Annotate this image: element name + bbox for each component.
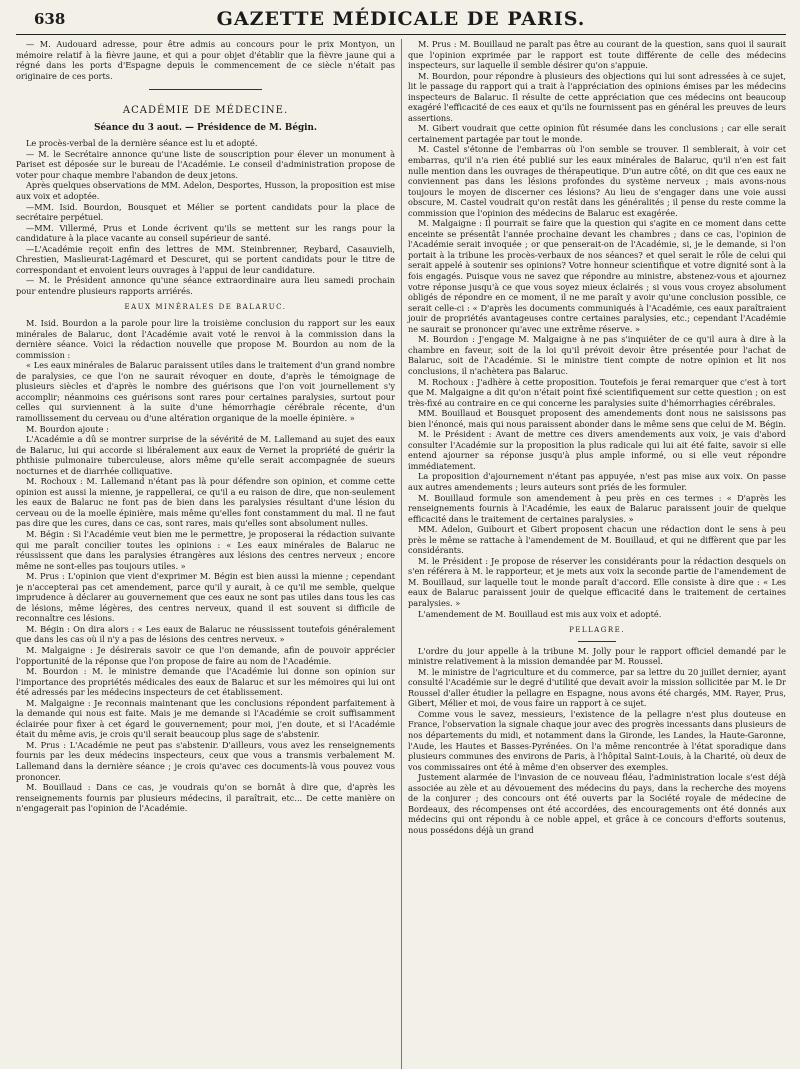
paragraph: — M. le Président annonce qu'une séance extraordinaire aura lieu samedi prochain pour entendre plusieurs rapports arriérés. <box>16 275 395 296</box>
paragraph: — M. le Secrétaire annonce qu'une liste de souscription pour élever un monument à Pariset est déposée sur le bureau de l'Académie. Le conseil d'administration propose de voter pour chaque membre l'abandon de deux jetons. <box>16 148 395 180</box>
section-divider <box>149 89 263 90</box>
subsection-title: PELLAGRE. <box>569 626 625 635</box>
paragraph: M. Bégin : On dira alors : « Les eaux de Balaruc ne réussissent toutefois généralement que dans les cas où il n'y a pas de lésions des centres nerveux. » <box>16 623 395 645</box>
paragraph: M. Bourdon, pour répondre à plusieurs des objections qui lui sont adressées à ce sujet, lit le passage du rapport qui a trait à l'appréciation des opinions émises par les médecins inspecteurs de Balaruc. Il résulte de cette appréciation que ces médecins ont beaucoup exagéré l'efficacité de ces eaux et qu'ils ne fournissent pas en général les preuves de leurs assertions. <box>408 70 786 123</box>
paragraph: M. Bouillaud : Dans ce cas, je voudrais qu'on se bornât à dire que, d'après les renseignements fournis par plusieurs médecins, il paraîtrait, etc... De cette manière on n'engagerait pas l'opinion de l'Académie. <box>16 782 395 814</box>
paragraph: M. Prus : L'Académie ne peut pas s'abstenir. D'ailleurs, vous avez les renseignements fournis par les deux médecins inspecteurs, ceux que vous a transmis verbalement M. Lallemand dans la dernière séance ; je crois qu'avec ces documents-là vous pouvez vous prononcer. <box>16 739 395 782</box>
paragraph: M. Bourdon : J'engage M. Malgaigne à ne pas s'inquiéter de ce qu'il aura à dire à la chambre en faveur, soit de la loi qu'il prévoit devoir être présentée pour l'achat de Balaruc, soit de l'Académie. Si le ministre tient compte de notre opinion et lit nos conclusions, il n'achètera pas Balaruc. <box>408 334 786 376</box>
paragraph: M. Bourdon ajoute : <box>26 423 109 434</box>
paragraph: —MM. Isid. Bourdon, Bousquet et Mélier se portent candidats pour la place de secrétaire perpétuel. <box>16 201 395 223</box>
paragraph: MM. Bouillaud et Bousquet proposent des amendements dont nous ne saisissons pas bien l'énoncé, mais qui nous paraissent abonder dans le même sens que celui de M. Bégin. <box>408 408 786 429</box>
paragraph: Justement alarmée de l'invasion de ce nouveau fléau, l'administration locale s'est déjà associée au zèle et au dévouement des médecins du pays, dans la recherche des moyens de la conjurer ; des concours ont été ouverts par la Société royale de médecine de Bordeaux, des récompenses ont été accordées, des encouragements ont été donnés aux médecins qui ont répondu à ce noble appel, et grâce à ce concours d'efforts soutenus, nous possédons déjà un grand <box>408 772 786 835</box>
right-column <box>401 39 786 1069</box>
paragraph: L'amendement de M. Bouillaud est mis aux voix et adopté. <box>418 608 662 619</box>
paragraph: Le procès-verbal de la dernière séance est lu et adopté. <box>26 138 258 149</box>
paragraph: M. Malgaigne : Je reconnais maintenant que les conclusions répondent parfaitement à la demande qui nous est faite. Mais je me demande si l'Académie se croit suffisamment éclairée pour fixer à cet égard le gouvernement; pour moi, j'en doute, et si l'Académie était du même avis, je crois qu'il serait beaucoup plus sage de s'abstenir. <box>16 697 395 740</box>
paragraph: M. Isid. Bourdon a la parole pour lire la troisième conclusion du rapport sur les eaux minérales de Balaruc, dont l'Académie avait voté le renvoi à la commission dans la dernière séance. Voici la rédaction nouvelle que propose M. Bourdon au nom de la commission : <box>16 318 395 360</box>
paragraph: M. le Président : Avant de mettre ces divers amendements aux voix, je vais d'abord consulter l'Académie sur la proposition la plus radicale qui lui ait été faite, savoir si elle entend ajourner sa réponse jusqu'à plus ample informé, ou si elle veut répondre immédiatement. <box>408 429 786 471</box>
paragraph: M. le Président : Je propose de réserver les considérants pour la rédaction desquels on s'en référera à M. le rapporteur, et je mets aux voix la seconde partie de l'amendement de M. Bouillaud, sur laquelle tout le monde paraît d'accord. Elle consiste à dire que : « Les eaux de Balaruc paraissent jouir de quelque efficacité dans le traitement de certaines paralysies. » <box>408 555 786 608</box>
paragraph: M. Prus : M. Bouillaud ne paraît pas être au courant de la question, sans quoi il saurait que l'opinion exprimée par le rapport est toute différente de celle des médecins inspecteurs, sur laquelle il semble désirer qu'on s'appuie. <box>408 39 786 71</box>
paragraph: Comme vous le savez, messieurs, l'existence de la pellagre n'est plus douteuse en France, l'observation la signale chaque jour avec des progrès incessants dans plusieurs de nos départements du midi, et notamment dans la Gironde, les Landes, la Haute-Garonne, l'Aude, les Hautes et Basses-Pyrénées. On l'a même rencontrée à l'état sporadique dans plusieurs communes des environs de Paris, à l'hôpital Saint-Louis, à la Charité, où deux de vos commissaires ont été à même d'en observer des exemples. <box>408 708 786 772</box>
paragraph: M. Gibert voudrait que cette opinion fût résumée dans les conclusions ; car elle serait certainement partagée par tout le monde. <box>408 123 786 144</box>
section-divider <box>578 641 616 642</box>
paragraph: M. Bourdon : M. le ministre demande que l'Académie lui donne son opinion sur l'importance des propriétés médicales des eaux de Balaruc et sur les mémoires qui lui ont été adressés par les médecins inspecteurs de cet établissement. <box>16 666 395 698</box>
paragraph: M. le ministre de l'agriculture et du commerce, par sa lettre du 20 juillet dernier, ayant consulté l'Académie sur le degré d'utilité que devait avoir la mission sollicitée par M. le Dr Roussel d'aller étudier la pellagre en Espagne, nous avons été chargés, MM. Rayer, Prus, Gibert, Mélier et moi, de vous faire un rapport à ce sujet. <box>408 666 786 709</box>
section-title: ACADÉMIE DE MÉDECINE. <box>122 105 289 117</box>
article-columns <box>16 39 786 1069</box>
paragraph: M. Bouillaud formule son amendement à peu près en ces termes : « D'après les renseignements fournis à l'Académie, les eaux de Balaruc paraissent jouir de quelque efficacité dans le traitement de certaines paralysies. » <box>408 492 786 524</box>
journal-title: GAZETTE MÉDICALE DE PARIS. <box>216 8 586 30</box>
paragraph: MM. Adelon, Guibourt et Gibert proposent chacun une rédaction dont le sens à peu près le même se rattache à l'amendement de M. Bouillaud, et qui ne diffèrent que par les considérants. <box>408 524 786 556</box>
page-number: 638 <box>34 10 66 28</box>
intro-paragraph: — M. Audouard adresse, pour être admis au concours pour le prix Montyon, un mémoire relatif à la fièvre jaune, et qui a pour objet d'établir que la fièvre jaune qui a régné dans les ports d'Espagne depuis le commencement de ce siècle n'était pas originaire de ces ports. <box>16 39 395 81</box>
subsection-title: EAUX MINÉRALES DE BALARUC. <box>124 303 287 312</box>
left-column <box>16 39 401 1069</box>
paragraph: « Les eaux minérales de Balaruc paraissent utiles dans le traitement d'un grand nombre de paralysies, ce que l'on ne saurait révoquer en doute, d'après le témoignage de plusieurs siècles et d'après le nombre des guérisons que l'on voit journellement s'y accomplir; néanmoins ces guérisons sont rares pour certaines paralysies, surtout pour celles qui surviennent à la suite d'une hémorrhagie cérébrale récente, d'un ramollissement du cerveau ou d'une altération organique de la moelle épinière. » <box>16 360 395 423</box>
paragraph: M. Malgaigne : Il pourrait se faire que la question qui s'agite en ce moment dans cette enceinte se présentât l'année prochaine devant les chambres ; dans ce cas, l'opinion de l'Académie serait invoquée ; or que penserait-on de l'Académie, si, je le demande, si l'on portait à la tribune les procès-verbaux de nos séances? et quel serait le rôle de celui qui serait appelé à soutenir ses opinions? Votre honneur scientifique et votre dignité sont à la fois engagés. Puisque vous ne savez que répondre au ministre, abstenez-vous et ajournez votre réponse jusqu'à ce que vous soyez mieux éclairés ; si vous vous croyez absolument obligés de répondre en ce moment, il ne me paraît y avoir qu'une conclusion possible, ce serait celle-ci : « D'après les documents communiqués à l'Académie, ces eaux paraîtraient jouir de propriétés avantageuses contre certaines paralysies, etc.; cependant l'Académie ne saurait se prononcer qu'avec une extrême réserve. » <box>408 218 786 334</box>
paragraph: L'Académie a dû se montrer surprise de la sévérité de M. Lallemand au sujet des eaux de Balaruc, lui qui accorde si libéralement aux eaux de Vernet la propriété de guérir la phthisie pulmonaire tuberculeuse, alors même qu'elle serait accompagnée de sueurs nocturnes et de diarrhée colliquative. <box>16 434 395 476</box>
paragraph: —L'Académie reçoit enfin des lettres de MM. Steinbrenner, Reybard, Casauvielh, Chrestien, Maslieurat-Lagémard et Descuret, qui se portent candidats pour le titre de correspondant et envoient leurs ouvrages à l'appui de leur candidature. <box>16 243 395 275</box>
paragraph: L'ordre du jour appelle à la tribune M. Jolly pour le rapport officiel demandé par le ministre relativement à la mission demandée par M. Roussel. <box>408 645 786 667</box>
paragraph: M. Bégin : Si l'Académie veut bien me le permettre, je proposerai la rédaction suivante qui me paraît concilier toutes les opinions : « Les eaux minérales de Balaruc ne réussissent que dans les paralysies étrangères aux lésions des centres nerveux ; encore même ne sont-elles pas toujours utiles. » <box>16 528 395 571</box>
seance-heading: Séance du 3 aout. — Présidence de M. Bégin. <box>94 122 317 133</box>
paragraph: M. Malgaigne : Je désirerais savoir ce que l'on demande, afin de pouvoir apprécier l'opportunité de la réponse que l'on propose de faire au nom de l'Académie. <box>16 644 395 666</box>
paragraph: —MM. Villermé, Prus et Londe écrivent qu'ils se mettent sur les rangs pour la candidature à la place vacante au conseil supérieur de santé. <box>16 222 395 244</box>
paragraph: La proposition d'ajournement n'étant pas appuyée, n'est pas mise aux voix. On passe aux autres amendements ; leurs auteurs sont priés de les formuler. <box>408 471 786 492</box>
page-header <box>16 6 786 35</box>
paragraph: M. Rochoux : J'adhère à cette proposition. Toutefois je ferai remarquer que c'est à tort que M. Malgaigne a dit qu'on n'était point fixé scientifiquement sur cette question ; on est très-fixé au contraire en ce qui concerne les paralysies suite d'hémorrhagies cérébrales. <box>408 376 786 408</box>
paragraph: M. Castel s'étonne de l'embarras où l'on semble se trouver. Il semblerait, à voir cet embarras, qu'il n'a rien été publié sur les eaux minérales de Balaruc, qu'il n'en est fait nulle mention dans les ouvrages de thérapeutique. D'un autre côté, on dit que ces eaux ne conviennent pas dans les lésions profondes du système nerveux ; mais avons-nous toujours le moyen de discerner ces lésions? Au lieu de s'engager dans une voie aussi obscure, M. Castel voudrait qu'on restât dans les généralités ; il pense du reste comme la commission que l'opinion des médecins de Balaruc est exagérée. <box>408 144 786 218</box>
paragraph: M. Rochoux : M. Lallemand n'étant pas là pour défendre son opinion, et comme cette opinion est aussi la mienne, je rappellerai, ce qu'il a eu raison de dire, que non-seulement les eaux de Balaruc ne font pas de bien dans les paralysies résultant d'une lésion du cerveau ou de la moelle épinière, mais même qu'elles font constamment du mal. Il ne faut pas dire que les cures, dans ce cas, sont rares, mais qu'elles sont absolument nulles. <box>16 476 395 529</box>
paragraph: Après quelques observations de MM. Adelon, Desportes, Husson, la proposition est mise aux voix et adoptée. <box>16 180 395 202</box>
paragraph: M. Prus : L'opinion que vient d'exprimer M. Bégin est bien aussi la mienne ; cependant je n'accepterai pas cet amendement, parce qu'il y aurait, à ce qu'il me semble, quelque imprudence à déclarer au gouvernement que ces eaux ne sont pas utiles dans tous les cas de lésions, même légères, des centres nerveux, quand il est souvent si difficile de reconnaître ces lésions. <box>16 571 395 624</box>
